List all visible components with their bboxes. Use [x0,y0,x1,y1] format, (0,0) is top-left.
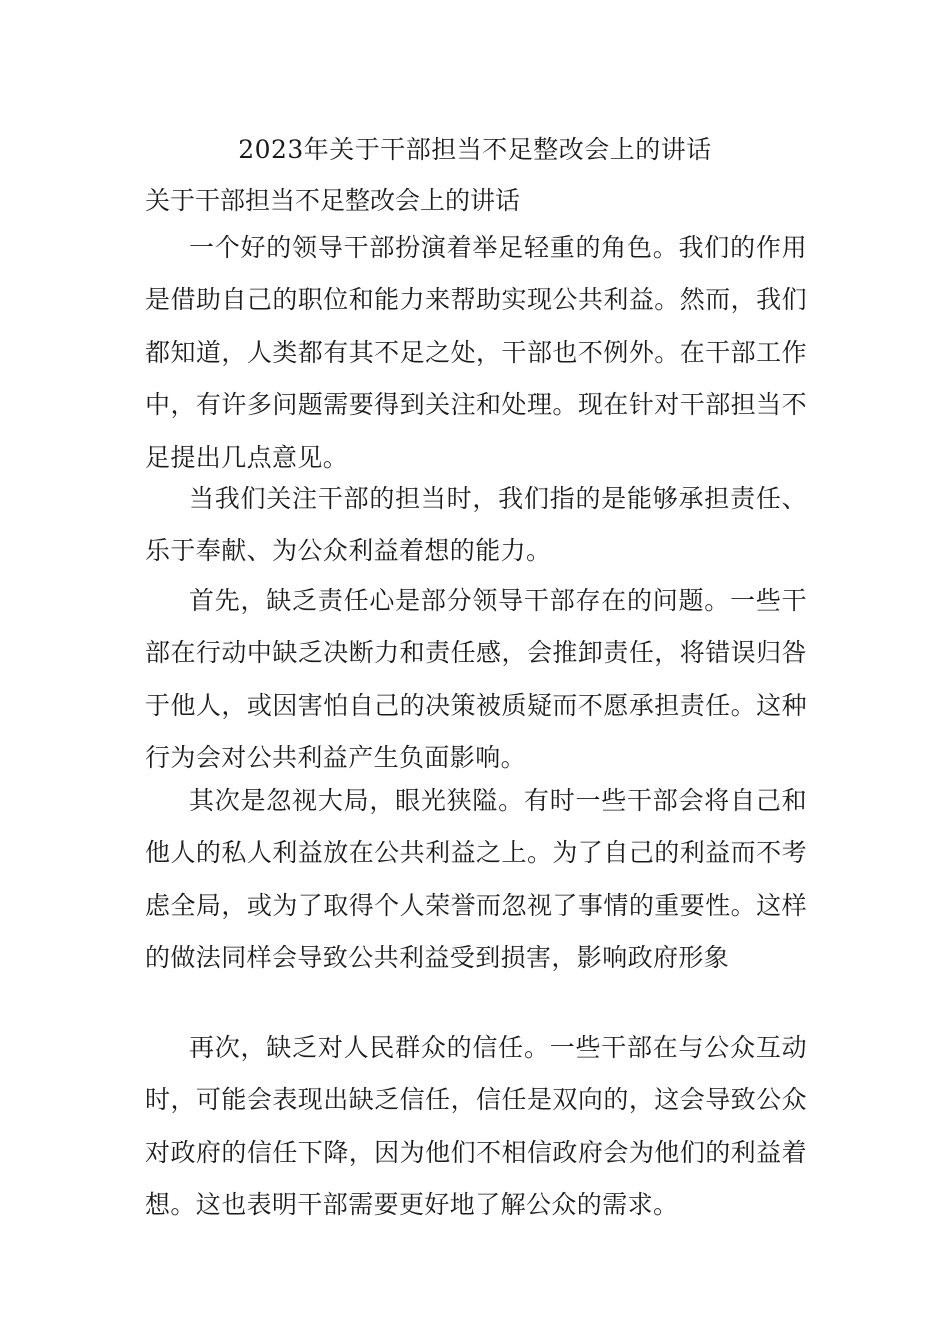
paragraph: 一个好的领导干部扮演着举足轻重的角色。我们的作用是借助自己的职位和能力来帮助实现公共利益。然而，我们都知道，人类都有其不足之处，干部也不例外。在干部工作中，有许多问题需要得到关注和处理。现在针对干部担当不足提出几点意见。 [145,233,807,472]
document-subtitle: 关于干部担当不足整改会上的讲话 [145,186,521,215]
paragraph: 当我们关注干部的担当时，我们指的是能够承担责任、乐于奉献、为公众利益着想的能力。 [145,484,807,566]
paragraph: 首先，缺乏责任心是部分领导干部存在的问题。一些干部在行动中缺乏决断力和责任感，会推卸责任，将错误归咎于他人，或因害怕自己的决策被质疑而不愿承担责任。这种行为会对公共利益产生负面影响。 [145,586,807,773]
paragraph: 再次，缺乏对人民群众的信任。一些干部在与公众互动时，可能会表现出缺乏信任，信任是双向的，这会导致公众对政府的信任下降，因为他们不相信政府会为他们的利益着想。这也表明干部需要更好地了解公众的需求。 [145,1033,807,1220]
document-title: 2023年关于干部担当不足整改会上的讲话 [238,135,712,164]
paragraph: 其次是忽视大局，眼光狭隘。有时一些干部会将自己和他人的私人利益放在公共利益之上。为了自己的利益而不考虑全局，或为了取得个人荣誉而忽视了事情的重要性。这样的做法同样会导致公共利益受到损害，影响政府形象 [145,786,807,973]
